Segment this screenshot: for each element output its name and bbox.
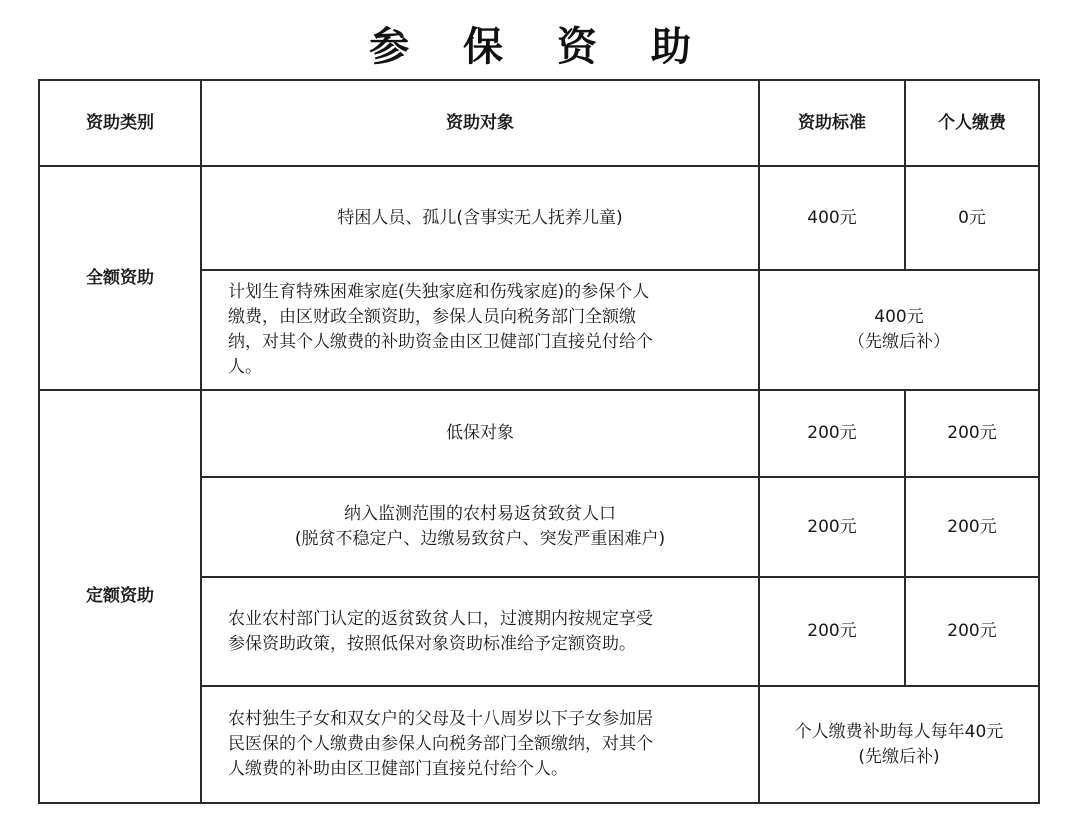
- header-target: 资助对象: [201, 80, 759, 166]
- header-personal: 个人缴费: [905, 80, 1039, 166]
- target-cell: 特困人员、孤儿(含事实无人抚养儿童): [201, 166, 759, 270]
- category-cell-fixed: 定额资助: [39, 390, 201, 803]
- table-row: [39, 166, 1039, 270]
- subsidy-table: [38, 79, 1040, 804]
- table-row: [39, 390, 1039, 477]
- target-cell: 纳入监测范围的农村易返贫致贫人口 (脱贫不稳定户、边缴易致贫户、突发严重困难户): [201, 477, 759, 577]
- category-cell-full: 全额资助: [39, 166, 201, 390]
- personal-cell: 200元: [905, 577, 1039, 686]
- target-cell: 低保对象: [201, 390, 759, 477]
- target-cell: 农业农村部门认定的返贫致贫人口，过渡期内按规定享受 参保资助政策，按照低保对象资助标准给予定额资助。: [201, 577, 759, 686]
- personal-cell: 200元: [905, 390, 1039, 477]
- merged-value-cell: 400元 （先缴后补）: [759, 270, 1039, 390]
- personal-cell: 0元: [905, 166, 1039, 270]
- standard-cell: 200元: [759, 390, 905, 477]
- personal-cell: 200元: [905, 477, 1039, 577]
- header-standard: 资助标准: [759, 80, 905, 166]
- target-cell: 计划生育特殊困难家庭(失独家庭和伤残家庭)的参保个人 缴费，由区财政全额资助，参保人员向税务部门全额缴 纳，对其个人缴费的补助资金由区卫健部门直接兑付给个 人。: [201, 270, 759, 390]
- header-category: 资助类别: [39, 80, 201, 166]
- page-title: 参 保 资 助: [369, 23, 711, 70]
- table-header-row: [39, 80, 1039, 166]
- merged-value-cell: 个人缴费补助每人每年40元 (先缴后补): [759, 686, 1039, 803]
- standard-cell: 400元: [759, 166, 905, 270]
- standard-cell: 200元: [759, 577, 905, 686]
- target-cell: 农村独生子女和双女户的父母及十八周岁以下子女参加居 民医保的个人缴费由参保人向税务部门全额缴纳，对其个 人缴费的补助由区卫健部门直接兑付给个人。: [201, 686, 759, 803]
- standard-cell: 200元: [759, 477, 905, 577]
